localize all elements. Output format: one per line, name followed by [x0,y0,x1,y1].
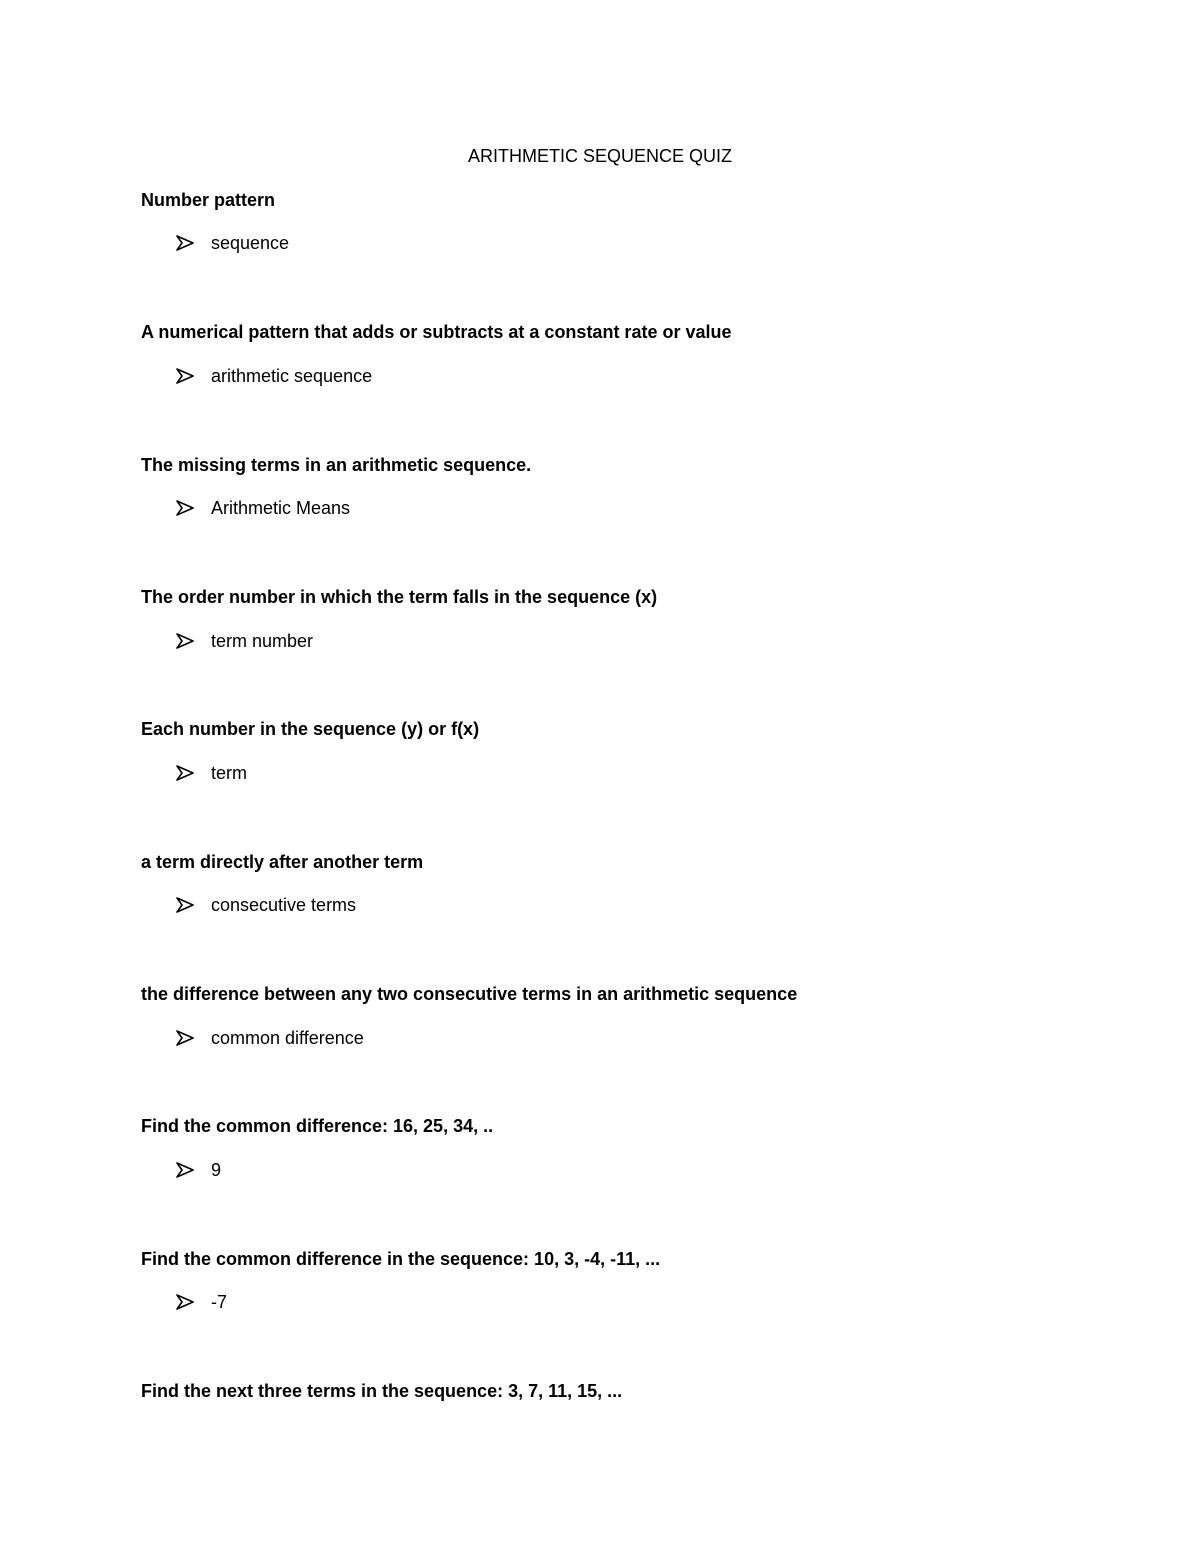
question-5: Each number in the sequence (y) or f(x) [141,719,480,739]
arrowhead-bullet-icon [176,1162,194,1178]
arrowhead-bullet-icon [176,235,194,251]
question-10: Find the next three terms in the sequence: 3, 7, 11, 15, ... [141,1381,623,1401]
arrowhead-bullet-icon [176,1030,194,1046]
answer-5 [176,761,247,785]
question-3: The missing terms in an arithmetic sequence. [141,455,532,475]
arrowhead-bullet-icon [176,368,194,384]
question-1: Number pattern [141,190,276,210]
question-8: Find the common difference: 16, 25, 34, .. [141,1116,494,1136]
answer-7 [176,1026,364,1050]
question-7: the difference between any two consecutive terms in an arithmetic sequence [141,984,798,1004]
page-title: ARITHMETIC SEQUENCE QUIZ [467,146,732,166]
answer-text: Arithmetic Means [211,498,351,518]
answer-text: consecutive terms [211,895,357,915]
answer-text: term [211,763,247,783]
answer-text: sequence [211,233,290,253]
arrowhead-bullet-icon [176,500,194,516]
arrowhead-bullet-icon [176,897,194,913]
answer-text: common difference [211,1028,364,1048]
answer-3 [176,496,351,520]
answer-1 [176,231,290,255]
arrowhead-bullet-icon [176,765,194,781]
question-6: a term directly after another term [141,852,424,872]
question-9: Find the common difference in the sequence: 10, 3, -4, -11, ... [141,1249,661,1269]
answer-4 [176,629,314,653]
answer-text: term number [211,631,314,651]
question-4: The order number in which the term falls in the sequence (x) [141,587,658,607]
answer-text: -7 [211,1292,228,1312]
arrowhead-bullet-icon [176,633,194,649]
answer-9 [176,1290,228,1314]
arrowhead-bullet-icon [176,1294,194,1310]
answer-6 [176,893,357,917]
answer-text: 9 [211,1160,222,1180]
answer-text: arithmetic sequence [211,366,373,386]
answer-8 [176,1158,222,1182]
question-2: A numerical pattern that adds or subtracts at a constant rate or value [141,322,732,342]
answer-2 [176,364,373,388]
